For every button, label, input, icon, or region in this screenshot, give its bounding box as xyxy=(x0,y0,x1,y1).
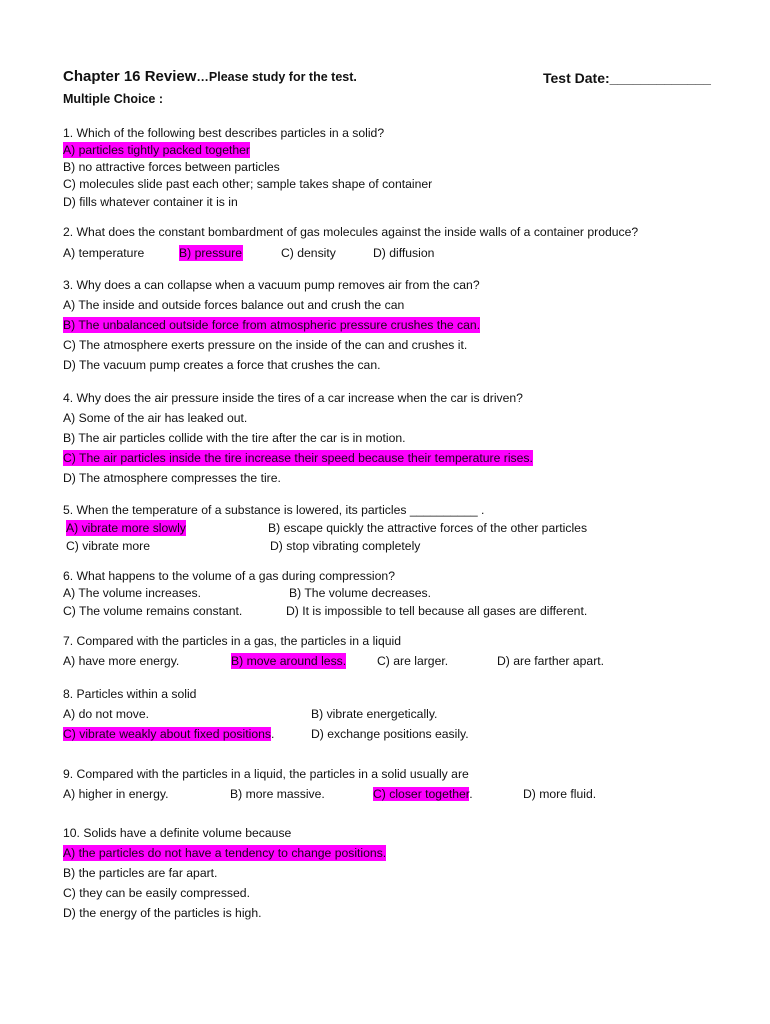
answer-option: B) no attractive forces between particles xyxy=(63,160,280,174)
title-text: Chapter 16 Review xyxy=(63,68,197,85)
answer-option-correct: B) pressure xyxy=(179,246,242,260)
answer-option-correct-wrap: C) vibrate weakly about fixed positions. xyxy=(63,727,275,741)
answer-option-correct: B) move around less. xyxy=(231,654,347,668)
question-prompt: 6. What happens to the volume of a gas during compression? xyxy=(63,569,395,583)
question-prompt: 5. When the temperature of a substance is lowered, its particles __________ . xyxy=(63,503,485,517)
answer-option-correct: C) vibrate weakly about fixed positions xyxy=(63,727,271,741)
answer-option: C) The atmosphere exerts pressure on the inside of the can and crushes it. xyxy=(63,338,468,352)
answer-option: C) density xyxy=(281,246,336,260)
answer-option-correct: C) closer together xyxy=(373,787,470,801)
question-prompt: 9. Compared with the particles in a liquid, the particles in a solid usually are xyxy=(63,767,469,781)
answer-option: D) diffusion xyxy=(373,246,435,260)
question-prompt: 1. Which of the following best describes particles in a solid? xyxy=(63,126,385,140)
page-title xyxy=(63,68,357,85)
answer-option-correct: A) particles tightly packed together xyxy=(63,143,250,157)
answer-option: D) It is impossible to tell because all gases are different. xyxy=(286,604,588,618)
answer-option: D) more fluid. xyxy=(523,787,597,801)
test-date-label: Test Date:_____________ xyxy=(543,70,711,86)
answer-option: C) vibrate more xyxy=(66,539,150,553)
answer-option: A) The volume increases. xyxy=(63,586,201,600)
answer-option-correct: B) The unbalanced outside force from atmospheric pressure crushes the can. xyxy=(63,318,481,332)
subtitle-text: …Please study for the test. xyxy=(196,70,357,84)
answer-option: C) they can be easily compressed. xyxy=(63,886,250,900)
answer-option: D) fills whatever container it is in xyxy=(63,195,238,209)
answer-option: A) The inside and outside forces balance out and crush the can xyxy=(63,298,405,312)
answer-option-correct: A) the particles do not have a tendency to change positions. xyxy=(63,846,387,860)
answer-option: B) The volume decreases. xyxy=(289,586,432,600)
answer-option: D) the energy of the particles is high. xyxy=(63,906,262,920)
answer-option: B) escape quickly the attractive forces of the other particles xyxy=(268,521,588,535)
answer-option: A) Some of the air has leaked out. xyxy=(63,411,248,425)
answer-option: A) temperature xyxy=(63,246,145,260)
answer-option: A) do not move. xyxy=(63,707,150,721)
section-label: Multiple Choice : xyxy=(63,92,163,106)
answer-option-correct-wrap: C) closer together. xyxy=(373,787,473,801)
answer-option-correct: A) vibrate more slowly xyxy=(66,521,186,535)
answer-option: D) stop vibrating completely xyxy=(270,539,421,553)
question-prompt: 7. Compared with the particles in a gas, the particles in a liquid xyxy=(63,634,402,648)
question-prompt: 2. What does the constant bombardment of gas molecules against the inside walls of a container produce? xyxy=(63,225,639,239)
answer-option-correct: C) The air particles inside the tire increase their speed because their temperature rises. xyxy=(63,451,533,465)
question-prompt: 3. Why does a can collapse when a vacuum pump removes air from the can? xyxy=(63,278,480,292)
question-prompt: 10. Solids have a definite volume because xyxy=(63,826,292,840)
answer-option: B) vibrate energetically. xyxy=(311,707,438,721)
question-prompt: 8. Particles within a solid xyxy=(63,687,197,701)
answer-option: C) The volume remains constant. xyxy=(63,604,243,618)
answer-option: C) molecules slide past each other; sample takes shape of container xyxy=(63,177,433,191)
answer-option: B) The air particles collide with the tire after the car is in motion. xyxy=(63,431,406,445)
answer-option: D) exchange positions easily. xyxy=(311,727,469,741)
answer-option: D) are farther apart. xyxy=(497,654,605,668)
answer-option: D) The vacuum pump creates a force that crushes the can. xyxy=(63,358,381,372)
answer-option: A) higher in energy. xyxy=(63,787,169,801)
answer-option: A) have more energy. xyxy=(63,654,180,668)
question-prompt: 4. Why does the air pressure inside the tires of a car increase when the car is driven? xyxy=(63,391,523,405)
answer-option: B) the particles are far apart. xyxy=(63,866,218,880)
answer-option: C) are larger. xyxy=(377,654,449,668)
answer-option: B) more massive. xyxy=(230,787,325,801)
answer-option: D) The atmosphere compresses the tire. xyxy=(63,471,281,485)
